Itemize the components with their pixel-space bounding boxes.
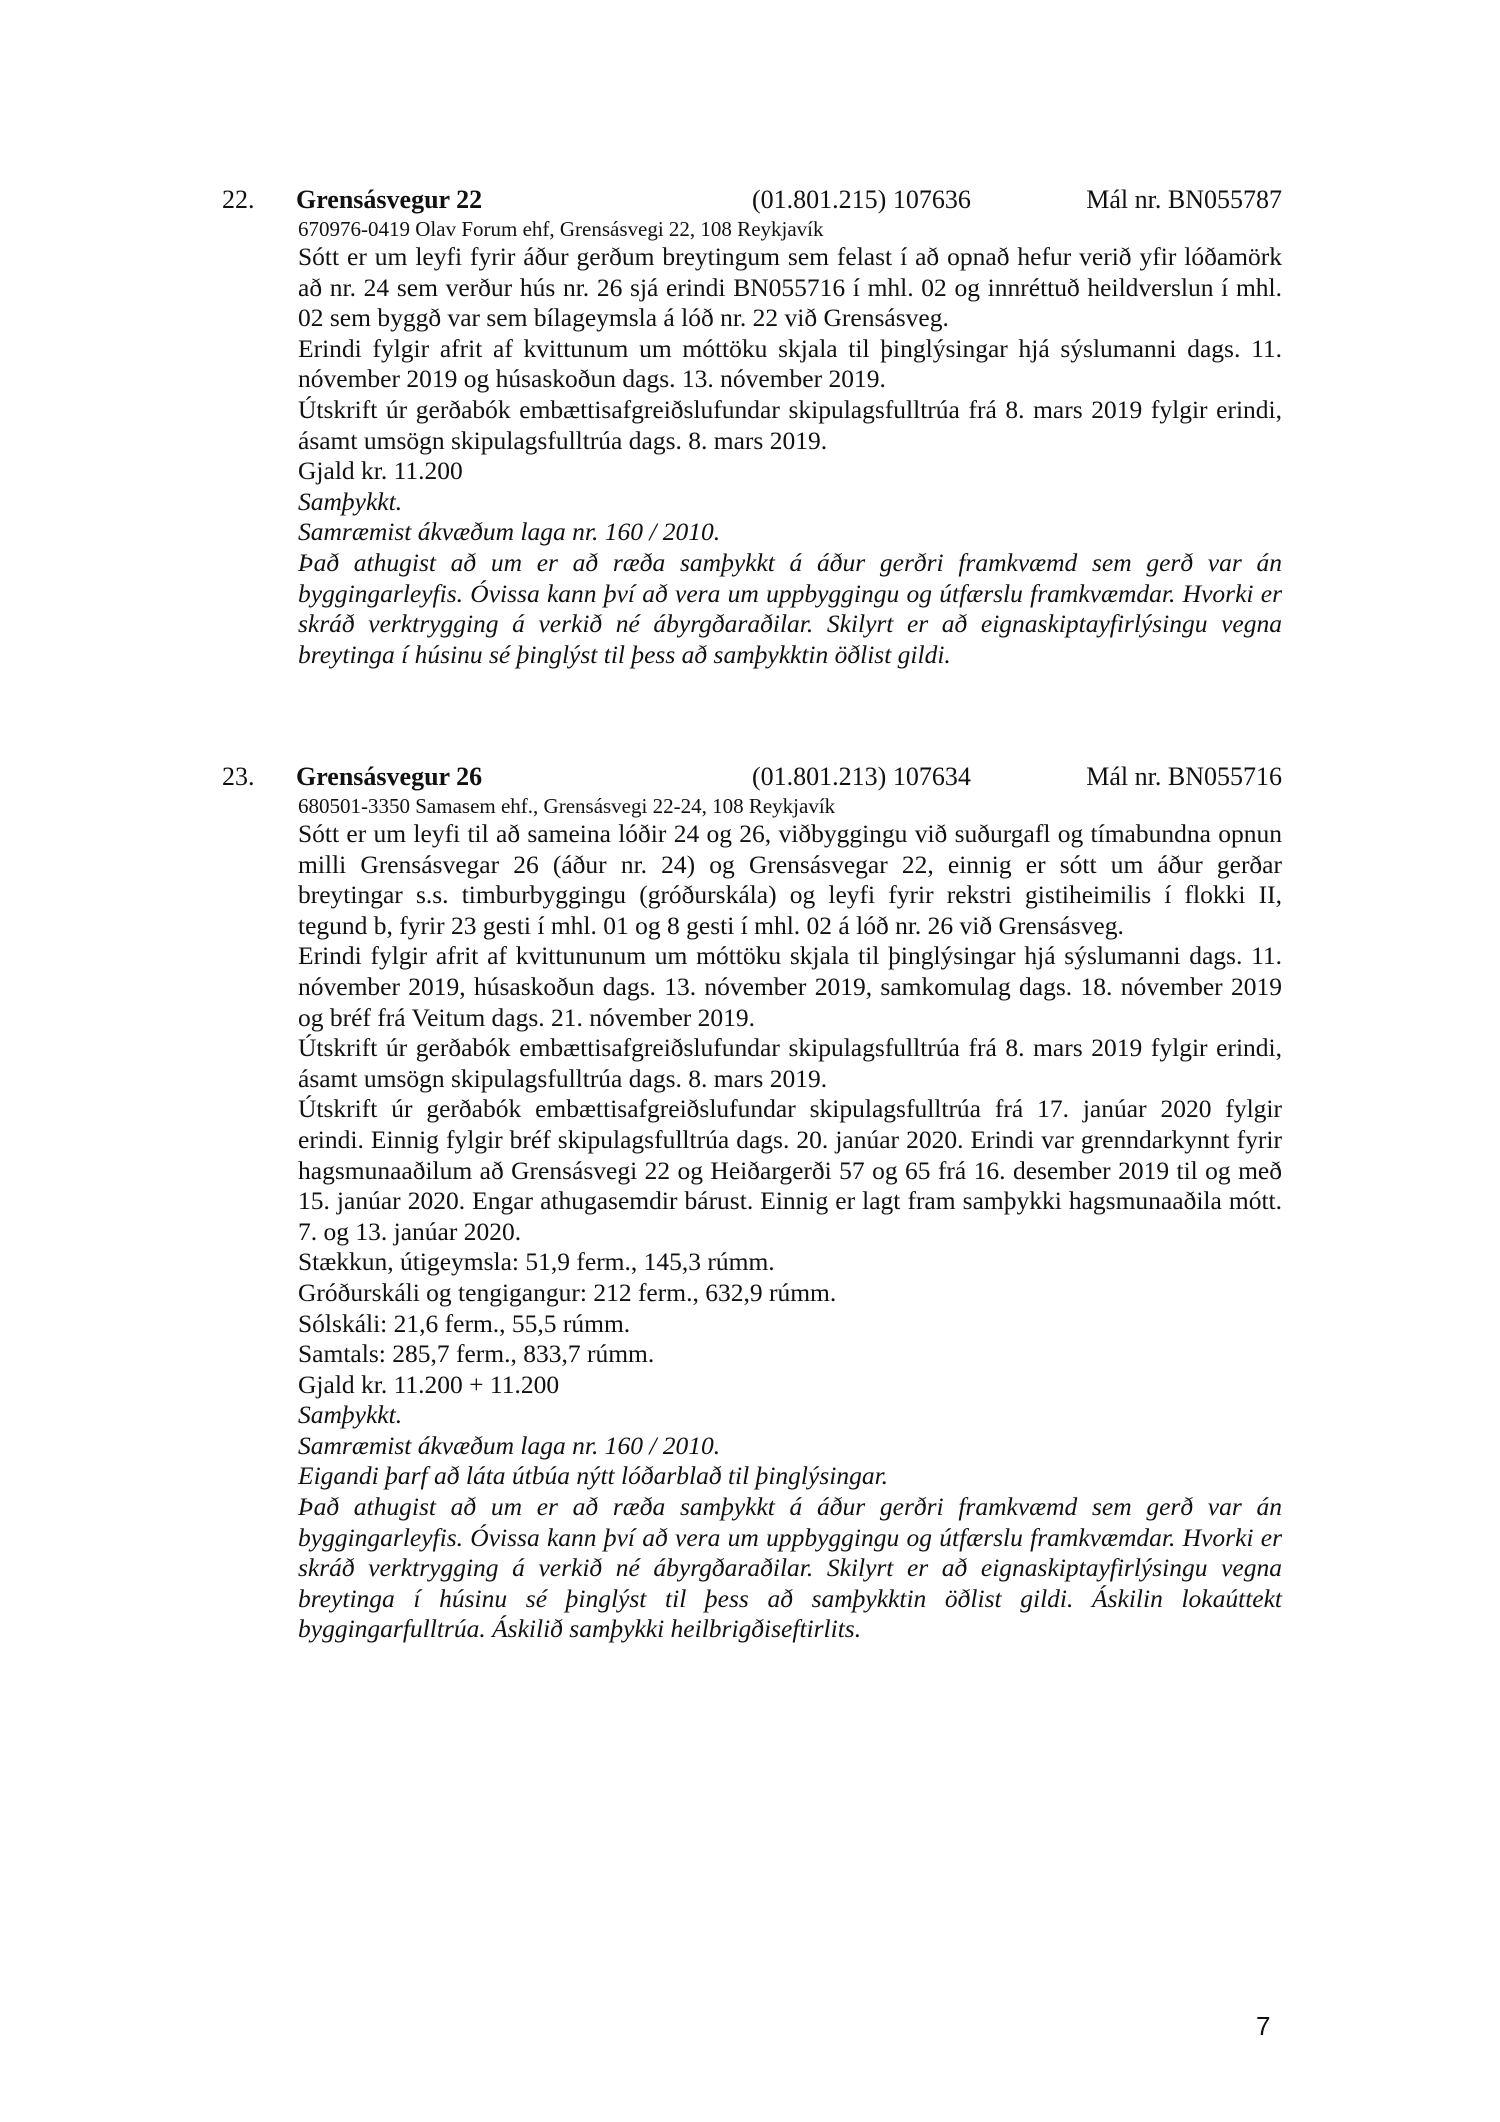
page-number: 7	[1256, 2011, 1271, 2041]
area-line: Stækkun, útigeymsla: 51,9 ferm., 145,3 rúmm.	[298, 1247, 775, 1277]
case-header	[222, 760, 1282, 793]
case-body	[298, 793, 1282, 1645]
decision-note: Samræmist ákvæðum laga nr. 160 / 2010.	[298, 517, 721, 547]
decision-note: Eigandi þarf að láta útbúa nýtt lóðarblað til þinglýsingar.	[298, 1461, 889, 1491]
decision: Samþykkt.	[298, 1400, 403, 1430]
fee: Gjald kr. 11.200 + 11.200	[298, 1369, 560, 1399]
paragraph: Útskrift úr gerðabók embættisafgreiðslufundar skipulagsfulltrúa frá 8. mars 2019 fylgir erindi, ásamt umsögn skipulagsfulltrúa dags. 8. mars 2019.	[298, 394, 1282, 455]
paragraph: Sótt er um leyfi til að sameina lóðir 24 og 26, viðbyggingu við suðurgafl og tímabundna opnun milli Grensásvegar 26 (áður nr. 24) og Grensásvegar 22, einnig er sótt um áður gerðar breytingar s.s. timburbyggingu (gróðurskála) og leyfi fyrir rekstri gistiheimilis í flokki II, tegund b, fyrir 23 gesti í mhl. 01 og 8 gesti í mhl. 02 á lóð nr. 26 við Grensásveg.	[298, 819, 1282, 940]
property-reference: (01.801.213) 107634	[752, 762, 971, 791]
property-address: Grensásvegur 26	[296, 762, 483, 791]
area-line: Sólskáli: 21,6 ferm., 55,5 rúmm.	[298, 1308, 631, 1338]
item-number: 23.	[222, 762, 255, 791]
decision-note: Það athugist að um er að ræða samþykkt á áður gerðri framkvæmd sem gerð var án byggingarleyfis. Óvissa kann því að vera um uppbyggingu og útfærslu framkvæmdar. Hvorki er skráð verktrygging á verkið né ábyrgðaraðilar. Skilyrt er að eignaskiptayfirlýsingu vegna breytinga í húsinu sé þinglýst til þess að samþykktin öðlist gildi. Áskilin lokaúttekt byggingarfulltrúa. Áskilið samþykki heilbrigðiseftirlits.	[298, 1492, 1282, 1644]
case-item	[222, 183, 1282, 670]
paragraph: Útskrift úr gerðabók embættisafgreiðslufundar skipulagsfulltrúa frá 17. janúar 2020 fylgir erindi. Einnig fylgir bréf skipulagsfulltrúa dags. 20. janúar 2020. Erindi var grenndarkynnt fyrir hagsmunaaðilum að Grensásvegi 22 og Heiðargerði 57 og 65 frá 16. desember 2019 til og með 15. janúar 2020. Engar athugasemdir bárust. Einnig er lagt fram samþykki hagsmunaaðila mótt. 7. og 13. janúar 2020.	[298, 1094, 1282, 1246]
property-reference: (01.801.215) 107636	[752, 185, 971, 214]
decision-note: Samræmist ákvæðum laga nr. 160 / 2010.	[298, 1430, 721, 1460]
case-number: Mál nr. BN055787	[1086, 185, 1282, 214]
case-number: Mál nr. BN055716	[1086, 762, 1282, 791]
area-total: Samtals: 285,7 ferm., 833,7 rúmm.	[298, 1339, 655, 1369]
area-line: Gróðurskáli og tengigangur: 212 ferm., 632,9 rúmm.	[298, 1277, 837, 1307]
case-body	[298, 216, 1282, 670]
paragraph: Erindi fylgir afrit af kvittunum um móttöku skjala til þinglýsingar hjá sýslumanni dags. 11. nóvember 2019 og húsaskoðun dags. 13. nóvember 2019.	[298, 333, 1282, 394]
paragraph: Útskrift úr gerðabók embættisafgreiðslufundar skipulagsfulltrúa frá 8. mars 2019 fylgir erindi, ásamt umsögn skipulagsfulltrúa dags. 8. mars 2019.	[298, 1033, 1282, 1093]
decision-note: Það athugist að um er að ræða samþykkt á áður gerðri framkvæmd sem gerð var án byggingarleyfis. Óvissa kann því að vera um uppbyggingu og útfærslu framkvæmdar. Hvorki er skráð verktrygging á verkið né ábyrgðaraðilar. Skilyrt er að eignaskiptayfirlýsingu vegna breytinga í húsinu sé þinglýst til þess að samþykktin öðlist gildi.	[298, 547, 1282, 669]
applicant: 680501-3350 Samasem ehf., Grensásvegi 22-24, 108 Reykjavík	[298, 794, 836, 818]
paragraph: Sótt er um leyfi fyrir áður gerðum breytingum sem felast í að opnað hefur verið yfir lóðamörk að nr. 24 sem verður hús nr. 26 sjá erindi BN055716 í mhl. 02 og innréttuð heildverslun í mhl. 02 sem byggð var sem bílageymsla á lóð nr. 22 við Grensásveg.	[298, 242, 1282, 333]
paragraph: Erindi fylgir afrit af kvittununum um móttöku skjala til þinglýsingar hjá sýslumanni dags. 11. nóvember 2019, húsaskoðun dags. 13. nóvember 2019, samkomulag dags. 18. nóvember 2019 og bréf frá Veitum dags. 21. nóvember 2019.	[298, 941, 1282, 1032]
item-number: 22.	[222, 185, 255, 214]
case-item	[222, 760, 1282, 1645]
fee: Gjald kr. 11.200	[298, 456, 463, 486]
case-header	[222, 183, 1282, 216]
applicant: 670976-0419 Olav Forum ehf, Grensásvegi 22, 108 Reykjavík	[298, 217, 824, 241]
decision: Samþykkt.	[298, 486, 403, 516]
property-address: Grensásvegur 22	[296, 185, 483, 214]
